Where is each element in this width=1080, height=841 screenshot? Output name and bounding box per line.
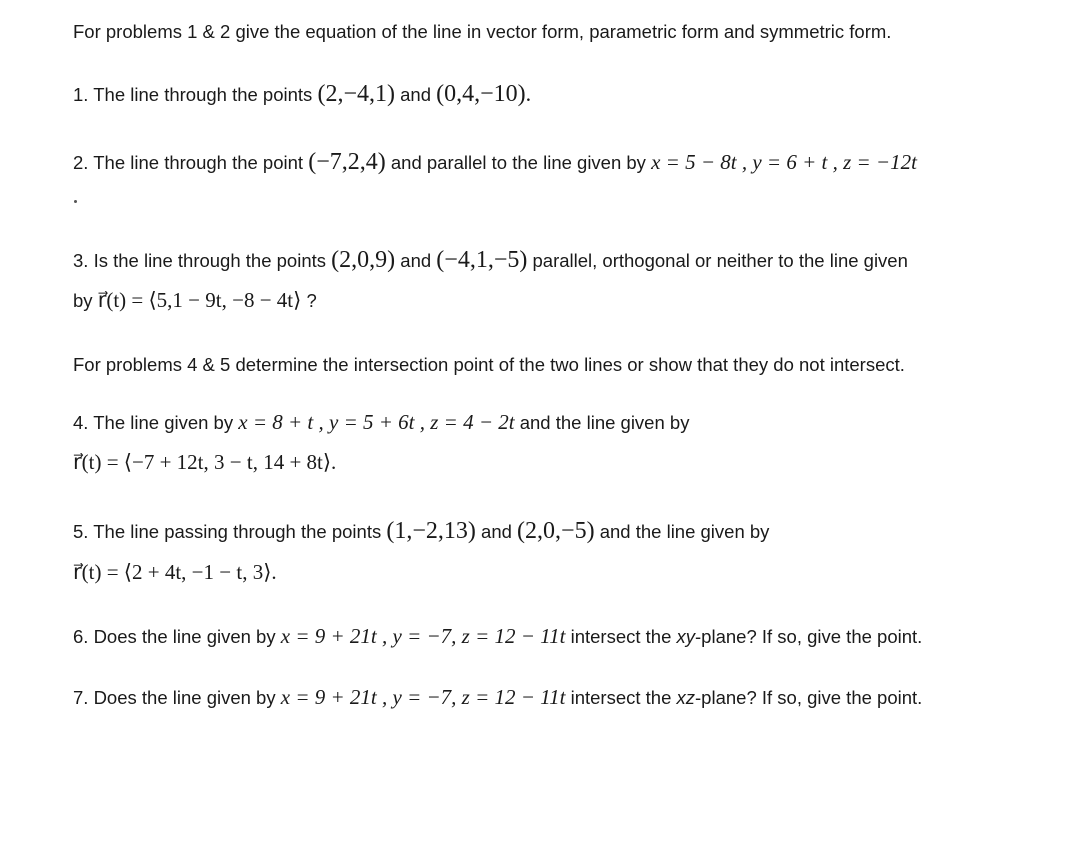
problem-1: [73, 82, 531, 106]
problem-5-and: and: [481, 521, 512, 542]
problem-1-point-1: (2,−4,1): [317, 81, 395, 107]
problem-6-suffix: -plane? If so, give the point.: [695, 626, 923, 647]
problem-3-vector-function: r⃗(t) = ⟨5,1 − 9t, −8 − 4t⟩: [97, 288, 302, 312]
problem-2: [73, 150, 917, 174]
problem-7-plane: xz: [676, 687, 696, 708]
problem-3-point-2: (−4,1,−5): [436, 247, 528, 273]
problem-7-suffix: -plane? If so, give the point.: [695, 687, 923, 708]
problem-6-mid: intersect the: [570, 626, 672, 647]
problem-6: [73, 626, 922, 647]
problem-2-point: (−7,2,4): [308, 149, 386, 175]
problem-3-prefix: 3. Is the line through the points: [73, 250, 327, 271]
problem-5-point-1: (1,−2,13): [386, 518, 476, 544]
problem-2-mid: and parallel to the line given by: [390, 152, 646, 173]
problem-2-prefix: 2. The line through the point: [73, 152, 304, 173]
problem-6-prefix: 6. Does the line given by: [73, 626, 276, 647]
intro-text-2: For problems 4 & 5 determine the intersection point of the two lines or show that they do not intersect.: [73, 354, 905, 375]
intro-problems-1-2: [73, 23, 891, 42]
problem-7: [73, 687, 922, 708]
problem-5-line-1: [73, 519, 769, 543]
problem-1-period: .: [525, 81, 532, 106]
problem-3-line-2: [73, 290, 317, 311]
problem-5-prefix: 5. The line passing through the points: [73, 521, 382, 542]
problem-7-equation: x = 9 + 21t , y = −7, z = 12 − 11t: [280, 685, 566, 709]
problem-3-by: by: [73, 290, 93, 311]
problem-7-mid: intersect the: [570, 687, 672, 708]
problem-3-line-1: [73, 248, 908, 272]
problem-4-line-1: [73, 412, 689, 433]
problem-4-equation: x = 8 + t , y = 5 + 6t , z = 4 − 2t: [238, 410, 515, 434]
stray-dot: [74, 200, 77, 203]
problem-3-question-mark: ?: [306, 290, 317, 311]
problem-4-suffix: and the line given by: [519, 412, 690, 433]
problem-7-prefix: 7. Does the line given by: [73, 687, 276, 708]
problem-6-equation: x = 9 + 21t , y = −7, z = 12 − 11t: [280, 624, 566, 648]
problem-5-line-2: [73, 562, 277, 583]
problem-1-prefix: 1. The line through the points: [73, 84, 313, 105]
intro-problems-4-5: [73, 356, 905, 375]
problem-3-and: and: [400, 250, 432, 271]
problem-3-suffix: parallel, orthogonal or neither to the line given: [532, 250, 908, 271]
problem-1-point-2: (0,4,−10): [436, 81, 526, 107]
problem-1-and: and: [400, 84, 431, 105]
problem-3-point-1: (2,0,9): [331, 247, 396, 273]
problem-5-vector-function: r⃗(t) = ⟨2 + 4t, −1 − t, 3⟩.: [73, 560, 277, 584]
problem-4-vector-function: r⃗(t) = ⟨−7 + 12t, 3 − t, 14 + 8t⟩.: [73, 450, 337, 474]
problem-4-line-2: [73, 452, 336, 473]
problem-5-point-2: (2,0,−5): [517, 518, 595, 544]
problem-6-plane: xy: [676, 626, 696, 647]
intro-text: For problems 1 & 2 give the equation of the line in vector form, parametric form and symmetric form.: [73, 21, 892, 42]
problem-4-prefix: 4. The line given by: [73, 412, 234, 433]
problem-2-equation: x = 5 − 8t , y = 6 + t , z = −12t: [651, 150, 917, 174]
problem-5-suffix: and the line given by: [599, 521, 770, 542]
